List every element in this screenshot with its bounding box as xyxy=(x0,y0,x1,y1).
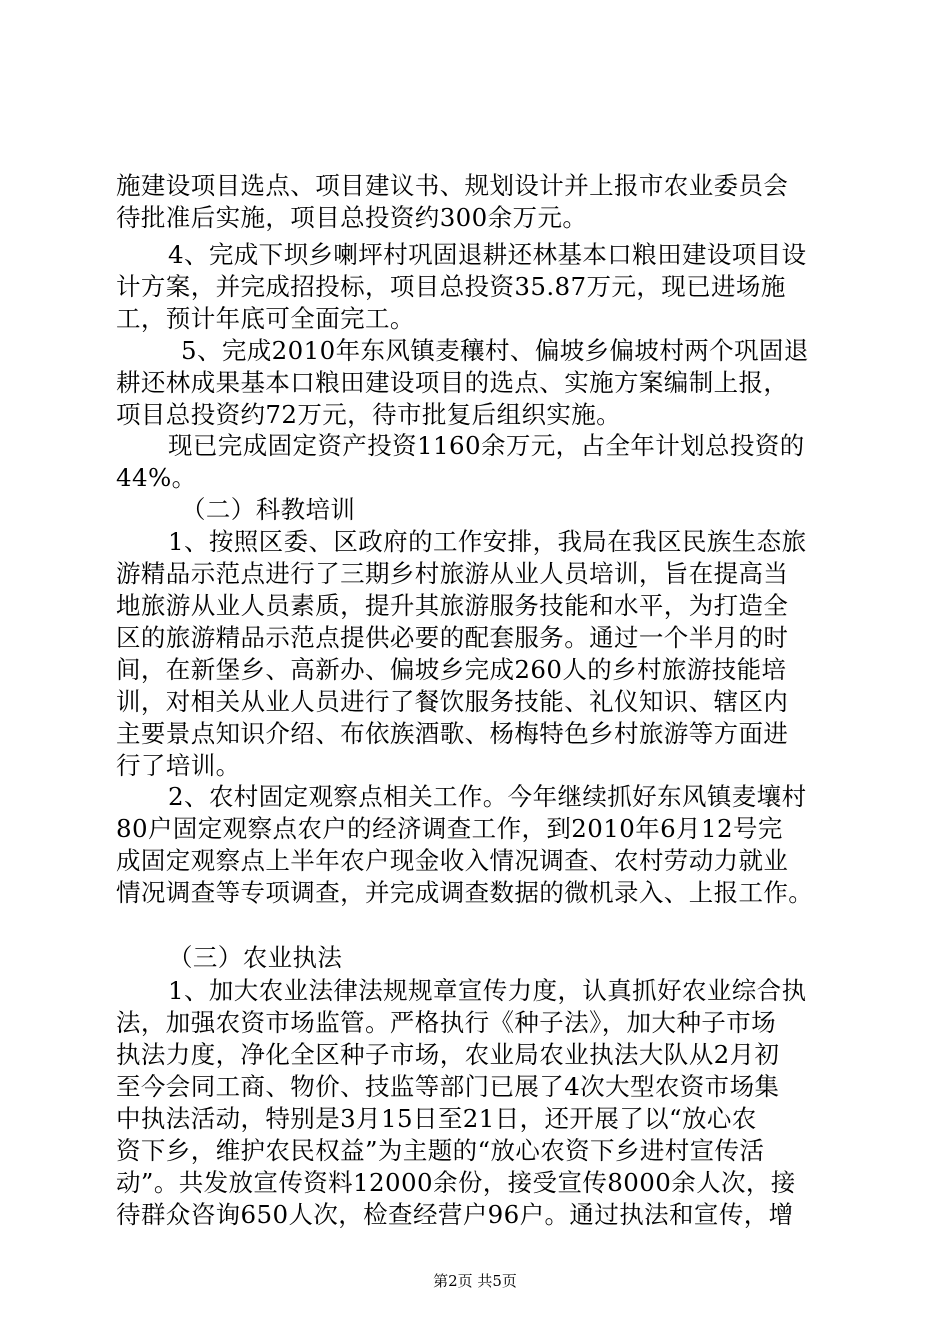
text-line: 2、农村固定观察点相关工作。今年继续抓好东风镇麦壤村 xyxy=(168,782,807,811)
text-line: 中执法活动，特别是3月15日至21日，还开展了以“放心农 xyxy=(116,1104,757,1133)
text-line: 80户固定观察点农户的经济调查工作，到2010年6月12号完 xyxy=(116,814,783,843)
text-line: 游精品示范点进行了三期乡村旅游从业人员培训，旨在提高当 xyxy=(116,559,789,588)
text-line: 情况调查等专项调查，并完成调查数据的微机录入、上报工作。 xyxy=(116,878,814,907)
text-line: 施建设项目选点、项目建议书、规划设计并上报市农业委员会 xyxy=(116,171,789,200)
text-line: 4、完成下坝乡喇坪村巩固退耕还林基本口粮田建设项目设 xyxy=(168,240,807,269)
text-line: 间，在新堡乡、高新办、偏坡乡完成260人的乡村旅游技能培 xyxy=(116,655,787,684)
page-footer: 第2页 共5页 xyxy=(433,1272,517,1290)
text-line: 耕还林成果基本口粮田建设项目的选点、实施方案编制上报， xyxy=(116,368,789,397)
text-line: 待群众咨询650人次，检查经营户96户。通过执法和宣传，增 xyxy=(116,1200,794,1229)
text-line: 训，对相关从业人员进行了餐饮服务技能、礼仪知识、辖区内 xyxy=(116,687,789,716)
section-heading: （二）科教培训 xyxy=(181,495,356,524)
text-line: 执法力度，净化全区种子市场，农业局农业执法大队从2月初 xyxy=(116,1040,780,1069)
text-line: 44%。 xyxy=(116,463,197,492)
text-line: 地旅游从业人员素质，提升其旅游服务技能和水平，为打造全 xyxy=(116,591,789,620)
text-line: 成固定观察点上半年农户现金收入情况调查、农村劳动力就业 xyxy=(116,846,789,875)
text-line: 现已完成固定资产投资1160余万元，占全年计划总投资的 xyxy=(168,431,805,460)
text-line: 行了培训。 xyxy=(116,751,241,780)
text-line: 至今会同工商、物价、技监等部门已展了4次大型农资市场集 xyxy=(116,1072,780,1101)
text-line: 动”。共发放宣传资料12000余份，接受宣传8000余人次，接 xyxy=(116,1168,796,1197)
text-line: 待批准后实施，项目总投资约300余万元。 xyxy=(116,203,588,232)
text-line: 主要景点知识介绍、布依族酒歌、杨梅特色乡村旅游等方面进 xyxy=(116,719,789,748)
text-line: 资下乡，维护农民权益”为主题的“放心农资下乡进村宣传活 xyxy=(116,1136,765,1165)
text-line: 计方案，并完成招投标，项目总投资35.87万元，现已进场施 xyxy=(116,272,786,301)
text-line: 区的旅游精品示范点提供必要的配套服务。通过一个半月的时 xyxy=(116,623,789,652)
section-heading: （三）农业执法 xyxy=(168,943,343,972)
text-line: 1、加大农业法律法规规章宣传力度，认真抓好农业综合执 xyxy=(168,976,807,1005)
text-line: 1、按照区委、区政府的工作安排，我局在我区民族生态旅 xyxy=(168,527,807,556)
text-line: 5、完成2010年东风镇麦穰村、偏坡乡偏坡村两个巩固退 xyxy=(181,336,809,365)
text-line: 工，预计年底可全面完工。 xyxy=(116,304,415,333)
text-line: 法，加强农资市场监管。严格执行《种子法》，加大种子市场 xyxy=(116,1008,777,1037)
text-line: 项目总投资约72万元，待市批复后组织实施。 xyxy=(116,400,622,429)
